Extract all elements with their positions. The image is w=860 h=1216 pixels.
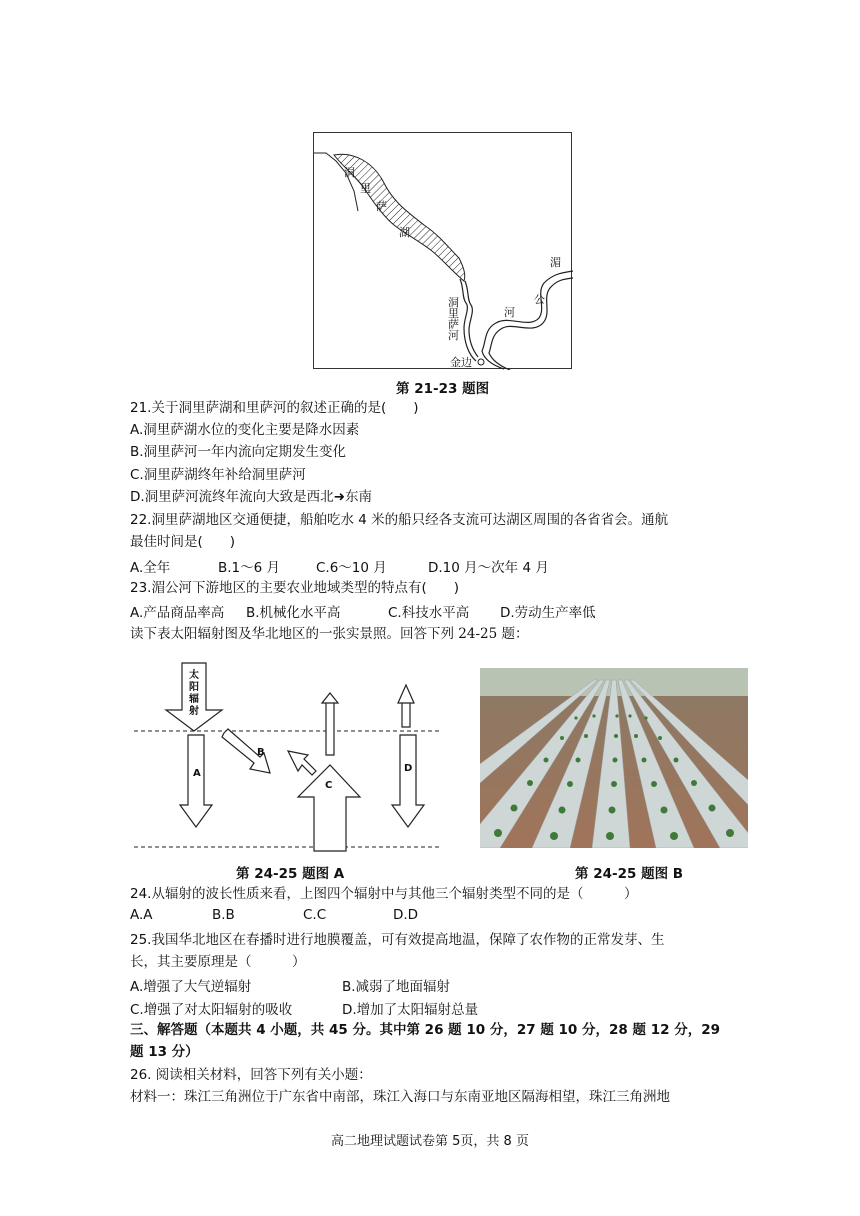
map-caption: 第 21-23 题图 — [396, 381, 490, 397]
q21-option-a: A.洞里萨湖水位的变化主要是降水因素 — [130, 422, 360, 438]
arrow-a — [180, 735, 212, 827]
q22-option-d: D.10 月～次年 4 月 — [428, 560, 549, 576]
map-figure — [313, 132, 572, 369]
river-label-3: 萨 — [448, 318, 459, 331]
arrow-up-small — [322, 693, 338, 755]
q25-stem-2: 长，其主要原理是（ ） — [130, 954, 306, 970]
arrow-c — [298, 765, 360, 851]
city-label: 金边 — [450, 356, 472, 369]
mekong-label-1: 湄 — [550, 256, 561, 269]
mekong-river — [482, 271, 573, 369]
solar-label-1: 太 — [189, 670, 199, 681]
mekong-label-2: 公 — [534, 293, 545, 306]
q26-material: 材料一：珠江三角洲位于广东省中南部，珠江入海口与东南亚地区隔海相望，珠江三角洲地 — [130, 1089, 670, 1105]
page-footer: 高二地理试题试卷第 5页，共 8 页 — [331, 1134, 529, 1149]
mekong-label-3: 河 — [504, 306, 515, 319]
q22-option-c: C.6～10 月 — [316, 560, 387, 576]
q25-option-d: D.增加了太阳辐射总量 — [342, 1002, 479, 1018]
intro-24-25: 读下表太阳辐射图及华北地区的一张实景照。回答下列 24-25 题： — [130, 626, 529, 642]
q25-option-b: B.减弱了地面辐射 — [342, 979, 451, 995]
river-label-2: 里 — [448, 307, 459, 320]
arrow-c-left — [288, 751, 316, 775]
section3-heading-1: 三、解答题（本题共 4 小题，共 45 分。其中第 26 题 10 分，27 题 10 分，28 题 12 分，29 — [130, 1022, 720, 1038]
radiation-diagram — [130, 655, 446, 855]
q24-option-d: D.D — [393, 907, 419, 923]
q24-stem: 24.从辐射的波长性质来看，上图四个辐射中与其他三个辐射类型不同的是（ ） — [130, 886, 638, 902]
q22-option-b: B.1～6 月 — [218, 560, 281, 576]
phnom-penh-marker — [478, 359, 484, 365]
label-b: B — [257, 747, 265, 758]
lake-label-4: 湖 — [399, 226, 410, 239]
q24-option-c: C.C — [303, 907, 327, 923]
q22-stem-2: 最佳时间是( ) — [130, 534, 236, 550]
river-label-1: 洞 — [448, 296, 459, 309]
q25-option-c: C.增强了对太阳辐射的吸收 — [130, 1002, 293, 1018]
q23-option-d: D.劳动生产率低 — [500, 605, 596, 621]
label-c: C — [325, 780, 333, 791]
lake-label-3: 萨 — [376, 200, 387, 213]
q22-stem-1: 22.洞里萨湖地区交通便捷，船舶吃水 4 米的船只经各支流可达湖区周围的各省省会。通航 — [130, 512, 669, 528]
solar-label-4: 射 — [189, 706, 199, 717]
lake-label-1: 洞 — [344, 166, 355, 179]
solar-label-2: 阳 — [189, 682, 199, 693]
river-label-4: 河 — [448, 329, 459, 342]
q25-option-a: A.增强了大气逆辐射 — [130, 979, 252, 995]
q21-option-d: D.洞里萨河流终年流向大致是西北➜东南 — [130, 489, 372, 505]
q21-option-b: B.洞里萨河一年内流向定期发生变化 — [130, 444, 347, 460]
q21-stem: 21.关于洞里萨湖和里萨河的叙述正确的是( ) — [130, 400, 419, 416]
diagram-b-caption: 第 24-25 题图 B — [575, 866, 684, 882]
field-photo — [480, 668, 748, 848]
q25-stem-1: 25.我国华北地区在春播时进行地膜覆盖，可有效提高地温，保障了农作物的正常发芽、生 — [130, 932, 665, 948]
label-a: A — [193, 768, 201, 779]
q26-stem: 26. 阅读相关材料，回答下列有关小题： — [130, 1067, 372, 1083]
q23-option-a: A.产品商品率高 — [130, 605, 225, 621]
lake-label-2: 里 — [360, 182, 371, 195]
q22-option-a: A.全年 — [130, 560, 171, 576]
diagram-a-caption: 第 24-25 题图 A — [236, 866, 345, 882]
label-d: D — [404, 763, 413, 774]
arrow-d-up — [398, 685, 414, 727]
q23-option-c: C.科技水平高 — [388, 605, 470, 621]
section3-heading-2: 题 13 分） — [130, 1044, 199, 1060]
arrow-d — [392, 735, 424, 827]
q21-option-c: C.洞里萨湖终年补给洞里萨河 — [130, 467, 306, 483]
q23-option-b: B.机械化水平高 — [246, 605, 341, 621]
q24-option-a: A.A — [130, 907, 153, 923]
q23-stem: 23.湄公河下游地区的主要农业地域类型的特点有( ) — [130, 580, 460, 596]
q24-option-b: B.B — [212, 907, 235, 923]
solar-label-3: 辐 — [189, 694, 199, 705]
